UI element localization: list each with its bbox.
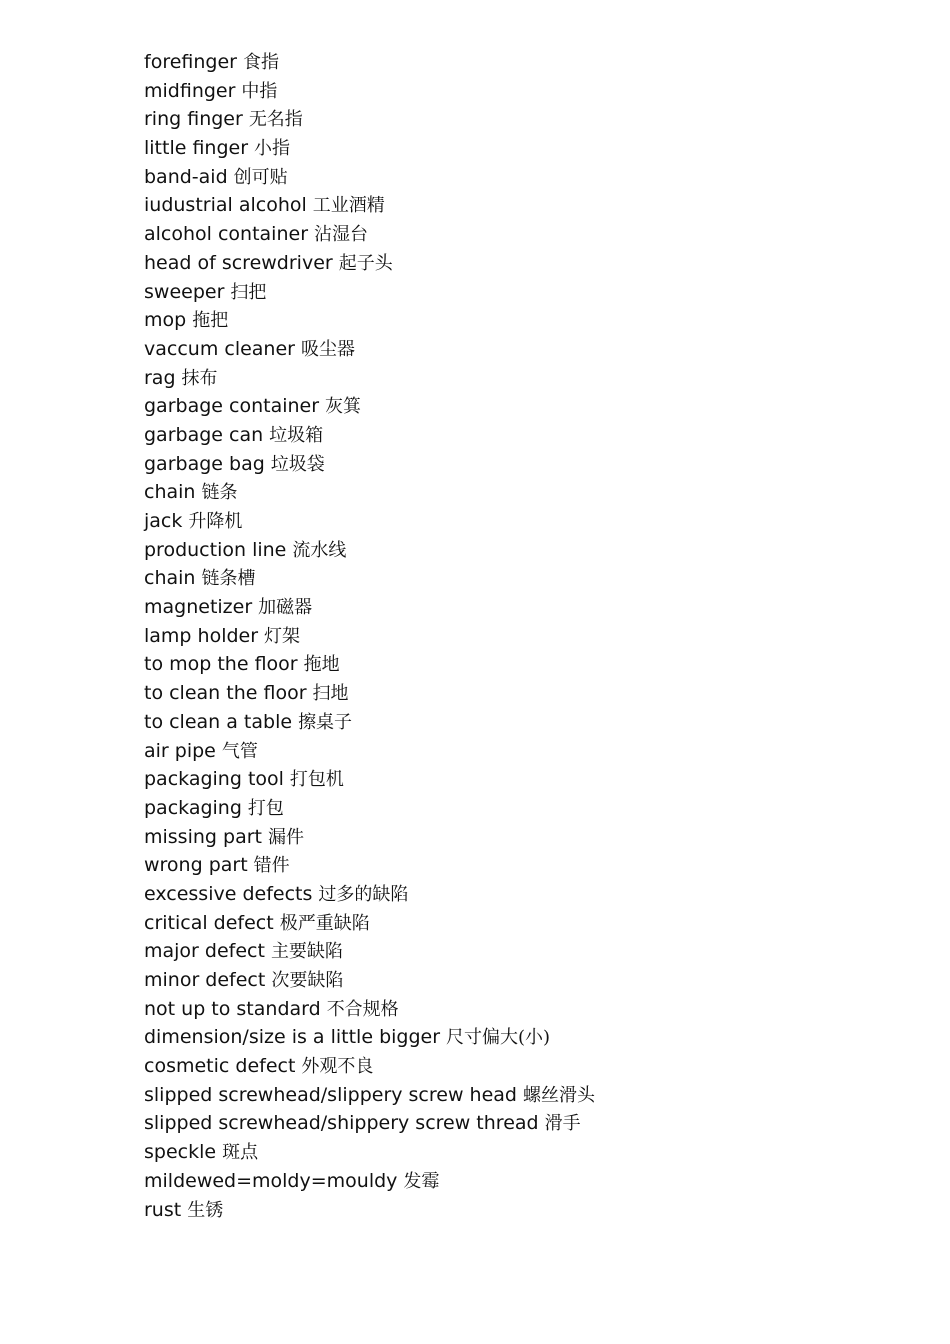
chinese-term: 气管 — [221, 740, 258, 762]
chinese-term: 螺丝滑头 — [522, 1084, 595, 1106]
chinese-term: 漏件 — [267, 826, 304, 848]
english-term: head of screwdriver — [144, 251, 333, 274]
vocab-entry — [144, 478, 595, 507]
chinese-term: 斑点 — [222, 1142, 259, 1164]
english-term: band-aid — [144, 165, 228, 188]
vocab-entry — [144, 105, 595, 134]
english-term: rust — [144, 1198, 182, 1221]
vocab-entry — [144, 392, 595, 421]
vocab-entry — [144, 163, 595, 192]
vocab-entry — [144, 536, 595, 565]
vocab-entry — [144, 421, 595, 450]
vocab-entry — [144, 708, 595, 737]
vocab-entry — [144, 1167, 595, 1196]
chinese-term: 工业酒精 — [312, 195, 385, 217]
vocab-entry — [144, 794, 595, 823]
vocab-entry — [144, 364, 595, 393]
english-term: iudustrial alcohol — [144, 194, 307, 217]
vocab-entry — [144, 909, 595, 938]
chinese-term: 升降机 — [188, 511, 243, 532]
vocab-entry — [144, 1023, 595, 1052]
english-term: lamp holder — [144, 624, 259, 647]
vocab-entry — [144, 48, 595, 77]
english-term: slipped screwhead/shippery screw thread — [144, 1112, 539, 1135]
chinese-term: 主要缺陷 — [270, 941, 343, 963]
chinese-term: 不合规格 — [326, 998, 399, 1020]
english-term: to clean a table — [144, 710, 293, 733]
english-term: packaging tool — [144, 768, 284, 791]
english-term: alcohol container — [144, 223, 309, 246]
vocab-entry — [144, 450, 595, 479]
vocab-entry — [144, 1109, 595, 1138]
vocab-entry — [144, 1196, 595, 1225]
vocab-entry — [144, 622, 595, 651]
vocab-entry — [144, 134, 595, 163]
chinese-term: 抹布 — [181, 367, 218, 389]
vocab-entry — [144, 966, 595, 995]
english-term: speckle — [144, 1141, 217, 1164]
chinese-term: 错件 — [253, 855, 290, 877]
english-term: little finger — [144, 137, 249, 160]
chinese-term: 链条槽 — [201, 568, 256, 590]
vocab-entry — [144, 1081, 595, 1110]
chinese-term: 极严重缺陷 — [279, 912, 370, 934]
english-term: vaccum cleaner — [144, 337, 295, 360]
chinese-term: 发霉 — [403, 1170, 440, 1192]
english-term: midfinger — [144, 79, 236, 102]
chinese-term: 创可贴 — [233, 166, 288, 188]
english-term: rag — [144, 366, 176, 389]
english-term: sweeper — [144, 280, 225, 303]
chinese-term: 扫把 — [230, 281, 267, 303]
chinese-term: 过多的缺陷 — [318, 883, 409, 905]
english-term: garbage container — [144, 395, 320, 418]
english-term: garbage can — [144, 423, 264, 446]
english-term: dimension/size is a little bigger — [144, 1026, 441, 1049]
english-term: mop — [144, 309, 187, 332]
english-term: not up to standard — [144, 997, 321, 1020]
vocab-entry — [144, 249, 595, 278]
english-term: magnetizer — [144, 596, 253, 619]
chinese-term: 擦桌子 — [298, 711, 353, 733]
english-term: air pipe — [144, 739, 216, 762]
chinese-term: 小指 — [254, 138, 291, 160]
vocab-entry — [144, 650, 595, 679]
vocab-entry — [144, 335, 595, 364]
chinese-term: 打包 — [247, 797, 284, 819]
english-term: missing part — [144, 825, 262, 848]
chinese-term: 拖把 — [192, 310, 229, 332]
english-term: ring finger — [144, 108, 243, 131]
english-term: critical defect — [144, 911, 274, 934]
chinese-term: 吸尘器 — [300, 338, 355, 360]
vocab-entry — [144, 191, 595, 220]
chinese-term: 灰箕 — [325, 396, 362, 418]
chinese-term: 灯架 — [264, 625, 301, 647]
english-term: production line — [144, 538, 287, 561]
chinese-term: 起子头 — [338, 252, 393, 274]
vocab-entry — [144, 1138, 595, 1167]
chinese-term: 垃圾箱 — [269, 424, 324, 446]
vocab-entry — [144, 880, 595, 909]
chinese-term: 沾湿台 — [314, 224, 369, 246]
english-term: garbage bag — [144, 452, 265, 475]
english-term: packaging — [144, 796, 242, 819]
english-term: slipped screwhead/slippery screw head — [144, 1083, 517, 1106]
vocabulary-list — [144, 48, 595, 1224]
english-term: forefinger — [144, 51, 237, 73]
chinese-term: 打包机 — [289, 769, 344, 791]
vocab-entry — [144, 77, 595, 106]
vocab-entry — [144, 220, 595, 249]
english-term: to clean the floor — [144, 682, 307, 705]
chinese-term: 垃圾袋 — [270, 453, 325, 475]
english-term: wrong part — [144, 854, 248, 877]
chinese-term: 链条 — [201, 482, 238, 504]
vocab-entry — [144, 306, 595, 335]
english-term: to mop the floor — [144, 653, 298, 676]
chinese-term: 中指 — [241, 80, 278, 102]
english-term: major defect — [144, 940, 265, 963]
chinese-term: 无名指 — [248, 109, 303, 131]
chinese-term: 外观不良 — [301, 1056, 374, 1078]
english-term: chain — [144, 481, 196, 504]
chinese-term: 扫地 — [312, 683, 349, 705]
vocab-entry — [144, 823, 595, 852]
vocab-entry — [144, 564, 595, 593]
vocab-entry — [144, 278, 595, 307]
english-term: chain — [144, 567, 196, 590]
vocab-entry — [144, 851, 595, 880]
vocab-entry — [144, 507, 595, 536]
english-term: jack — [144, 510, 183, 532]
english-term: cosmetic defect — [144, 1055, 296, 1078]
chinese-term: 生锈 — [187, 1199, 224, 1221]
vocab-entry — [144, 765, 595, 794]
vocab-entry — [144, 679, 595, 708]
vocab-entry — [144, 593, 595, 622]
chinese-term: 尺寸偏大(小) — [446, 1027, 551, 1049]
vocab-entry — [144, 737, 595, 766]
vocab-entry — [144, 995, 595, 1024]
vocab-entry — [144, 937, 595, 966]
chinese-term: 次要缺陷 — [271, 970, 344, 991]
chinese-term: 拖地 — [303, 654, 340, 676]
english-term: excessive defects — [144, 882, 313, 905]
english-term: minor defect — [144, 969, 266, 991]
vocab-entry — [144, 1052, 595, 1081]
chinese-term: 滑手 — [544, 1113, 581, 1135]
chinese-term: 食指 — [242, 52, 279, 73]
english-term: mildewed=moldy=mouldy — [144, 1169, 398, 1192]
chinese-term: 流水线 — [292, 539, 347, 561]
chinese-term: 加磁器 — [258, 597, 313, 619]
